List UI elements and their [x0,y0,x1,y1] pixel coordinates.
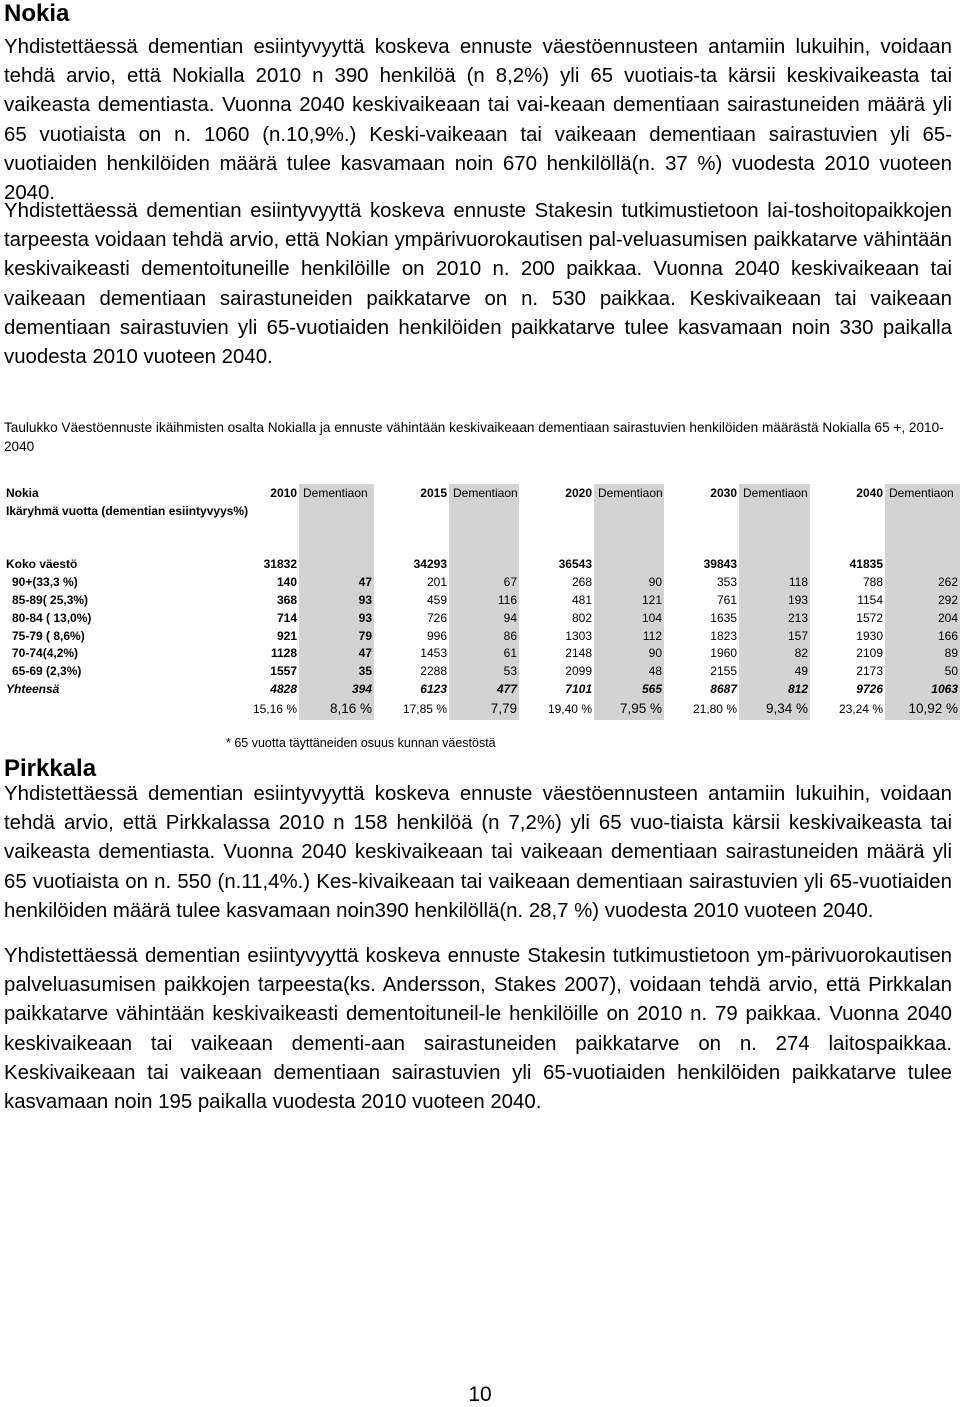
table-cell: 761 [716,593,737,608]
table-row [4,609,960,627]
table-cell: 35 [299,662,374,680]
table-cell: 996 [426,628,447,643]
table-cell: 477 [449,680,519,698]
nokia-paragraph-2: Yhdistettäessä dementian esiintyvyyttä koskeva ennuste Stakesin tutkimustietoon lai-toshoitopaikkojen tarpeesta voidaan tehdä arvio, että Nokian ympärivuorokautisen pal-veluasumisen paikkatarve vähintään keskivaikeasti dementoituneille henkilöille on 2010 n. 200 paikkaa. Vuonna 2040 keskivaikeaan tai vaikeaan dementiaan sairastuneiden paikkatarve on n. 530 paikkaa. Keskivaikeaan tai vaikeaan dementiaan sairastuvien yli 65-vuotiaiden henkilöiden paikkatarve tulee kasvamaan noin 330 paikalla vuodesta 2010 vuoteen 2040. [4,200,952,369]
age-group-subheader: Ikäryhmä vuotta (dementian esiintyvyys%) [6,503,249,518]
table-cell: 140 [276,575,297,590]
pirkkala-paragraph-1: Yhdistettäessä dementian esiintyvyyttä koskeva ennuste väestöennusteen antamiin lukuihin, voidaan tehdä arvio, että Pirkkalassa 2010 n 158 henkilöä (n 7,2%) yli 65 vuo-tiaista kärsii keskivaikeasta tai vaikeasta dementiasta. Vuonna 2040 keskivaikeaan tai vaikeaan dementiaan sairastuneiden määrä yli 65 vuotiaista on n. 550 (n.11,4%.) Kes-kivaikeaan tai vaikeaan dementiaan sairastuvien yli 65-vuotiaiden henkilöiden määrä tulee kasvamaan noin390 henkilöllä(n. 28,7 %) vuodesta 2010 vuoteen 2040. [4,783,952,922]
row-label: 90+(33,3 %) [12,575,78,590]
table-cell: 2148 [565,646,592,661]
table-cell: 1960 [710,646,737,661]
table-cell: 50 [885,662,960,680]
table-cell: 4828 [270,682,297,697]
table-cell: 15,16 % [252,701,297,716]
table-cell: 93 [299,591,374,609]
table-cell: 31832 [263,557,297,572]
table-subheader-row [4,502,960,520]
table-cell: 1557 [270,664,297,679]
table-cell: 47 [299,645,374,663]
row-label: 75-79 ( 8,6%) [12,628,85,643]
table-corner-label: Nokia [6,485,39,500]
table-cell: 90 [594,573,664,591]
table-cell: 9,34 % [739,698,810,720]
table-cell: 368 [276,593,297,608]
table-cell: 82 [739,645,810,663]
table-row [4,591,960,609]
table-cell: 193 [739,591,810,609]
table-cell: 788 [862,575,883,590]
table-cell: 7,95 % [594,698,664,720]
table-cell: 61 [449,645,519,663]
table-cell: 49 [739,662,810,680]
table-cell: 79 [299,627,374,645]
table-cell: 41835 [849,557,883,572]
table-cell: 2099 [565,664,592,679]
totals-row [4,680,960,698]
dementia-header: Dementiaon [299,484,374,502]
table-cell: 19,40 % [547,701,592,716]
table-cell: 39843 [703,557,737,572]
table-cell: 9726 [856,682,883,697]
table-cell: 94 [449,609,519,627]
dementia-header: Dementiaon [449,484,519,502]
dementia-header: Dementiaon [739,484,810,502]
table-cell: 2109 [856,646,883,661]
table-cell: 1453 [420,646,447,661]
pirkkala-paragraph-2: Yhdistettäessä dementian esiintyvyyttä koskeva ennuste Stakesin tutkimustietoon ym-pärivuorokautisen palveluasumisen paikkojen tarpeesta(ks. Andersson, Stakes 2007), voidaan tehdä arvio, että Pirkkalan paikkatarve vähintään keskivaikeasti dementoituneil-le henkilöille on 2010 n. 79 paikkaa. Vuonna 2040 keskivaikeaan tai vaikeaan dementi-aan sairastuneiden paikkatarve on n. 274 laitospaikkaa. Keskivaikeaan tai vaikeaan dementiaan sairastuvien yli 65-vuotiaiden henkilöiden paikkatarve tulee kasvamaan noin 195 paikalla vuodesta 2010 vuoteen 2040. [4,945,952,1114]
table-cell: 204 [885,609,960,627]
table-cell: 17,85 % [402,701,447,716]
table-cell: 1154 [857,593,883,608]
table-cell: 802 [571,610,592,625]
table-cell: 921 [276,628,297,643]
year-header: 2015 [420,485,447,500]
table-cell: 53 [449,662,519,680]
table-row [4,662,960,680]
table-caption: Taulukko Väestöennuste ikäihmisten osalta Nokialla ja ennuste vähintään keskivaikeaan dementiaan sairastuvien henkilöiden määrästä Nokialla 65 +, 2010-2040 [4,420,944,454]
table-cell: 157 [739,627,810,645]
year-header: 2010 [270,485,297,500]
table-cell: 67 [449,573,519,591]
table-row [4,627,960,645]
table-cell: 89 [885,645,960,663]
table-cell: 10,92 % [885,698,960,720]
table-cell: 2155 [710,664,737,679]
row-label: 80-84 ( 13,0%) [12,610,92,625]
table-cell: 481 [571,593,592,608]
table-cell: 86 [449,627,519,645]
pirkkala-heading: Pirkkala [4,755,97,782]
table-cell: 8687 [710,682,737,697]
table-cell: 93 [299,609,374,627]
table-cell: 112 [594,627,664,645]
table-cell: 7101 [565,682,592,697]
table-cell: 714 [276,610,297,625]
table-row [4,645,960,663]
table-cell: 36543 [558,557,592,572]
table-cell: 118 [739,573,810,591]
table-cell: 34293 [413,557,447,572]
nokia-paragraph-1: Yhdistettäessä dementian esiintyvyyttä koskeva ennuste väestöennusteen antamiin lukuihin, voidaan tehdä arvio, että Nokialla 2010 n 390 henkilöä (n 8,2%) yli 65 vuotiais-ta kärsii keskivaikeasta tai vaikeasta dementiasta. Vuonna 2040 keskivaikeaan tai vai-keaan dementiaan sairastuneiden määrä yli 65 vuotiaista on n. 1060 (n.10,9%.) Keski-vaikeaan tai vaikeaan dementiaan sairastuvien yli 65-vuotiaiden henkilöiden määrä tulee kasvamaan noin 670 henkilöllä(n. 37 %) vuodesta 2010 vuoteen 2040. [4,36,952,205]
table-cell: 2288 [420,664,447,679]
table-cell: 292 [885,591,960,609]
table-header-row [4,484,960,502]
table-cell: 8,16 % [299,698,374,720]
table-cell: 7,79 [449,698,519,720]
table-cell: 121 [594,591,664,609]
table-cell: 1930 [856,628,883,643]
row-label: 65-69 (2,3%) [12,664,82,679]
table-cell: 21,80 % [692,701,737,716]
row-label: 70-74(4,2%) [12,646,79,661]
table-cell: 262 [885,573,960,591]
table-cell: 459 [426,593,447,608]
table-cell: 166 [885,627,960,645]
table-cell: 48 [594,662,664,680]
table-cell: 213 [739,609,810,627]
table-cell: 23,24 % [838,701,883,716]
table-cell: 1572 [856,610,883,625]
table-cell: 1128 [270,646,297,661]
table-cell: 565 [594,680,664,698]
table-cell: 268 [571,575,592,590]
percentage-row [4,698,960,720]
total-population-row [4,556,960,574]
row-label: Koko väestö [6,557,78,572]
table-cell: 116 [449,591,519,609]
row-label: Yhteensä [6,682,60,697]
row-label: 85-89( 25,3%) [12,593,89,608]
table-cell: 1823 [710,628,737,643]
table-cell: 201 [426,575,447,590]
table-cell: 812 [739,680,810,698]
dementia-header: Dementiaon [885,484,960,502]
page-number: 10 [468,1383,492,1406]
year-header: 2020 [565,485,592,500]
table-cell: 353 [716,575,737,590]
table-cell: 726 [426,610,447,625]
table-cell: 2173 [856,664,883,679]
dementia-header: Dementiaon [594,484,664,502]
table-row [4,573,960,591]
year-header: 2030 [710,485,737,500]
table-cell: 6123 [420,682,447,697]
table-cell: 104 [594,609,664,627]
table-cell: 90 [594,645,664,663]
table-cell: 394 [299,680,374,698]
year-header: 2040 [856,485,883,500]
nokia-heading: Nokia [4,0,70,27]
table-cell: 1303 [565,628,592,643]
table-cell: 1635 [710,610,737,625]
table-cell: 1063 [885,680,960,698]
table-cell: 47 [299,573,374,591]
table-footnote: * 65 vuotta täyttäneiden osuus kunnan väestöstä [226,736,496,750]
dementia-forecast-table [4,484,960,720]
